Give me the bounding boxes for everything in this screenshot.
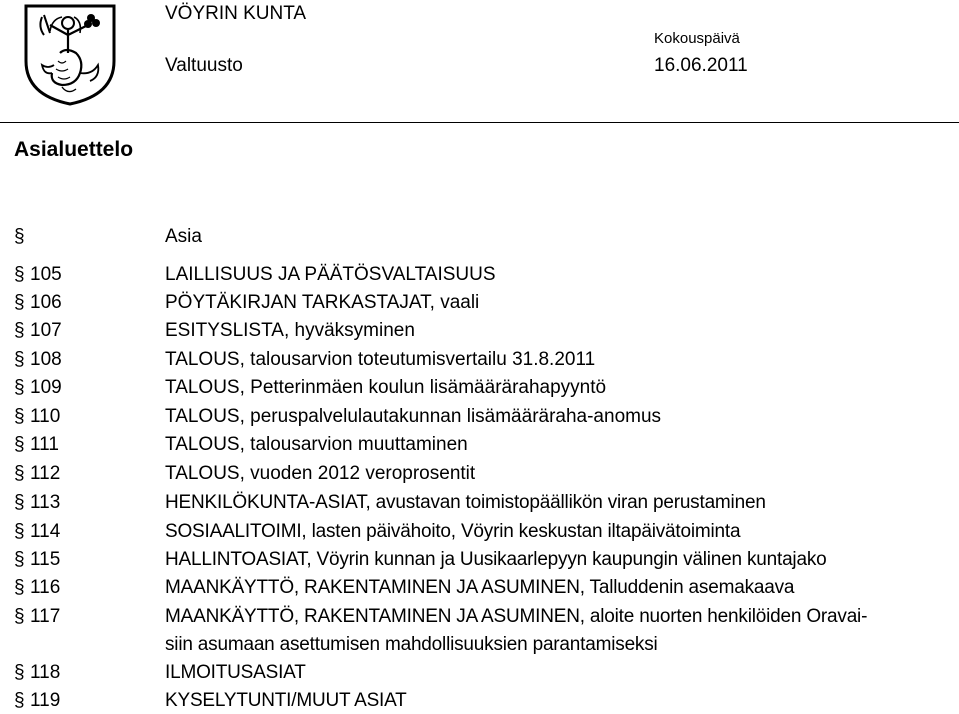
section-symbol: § bbox=[14, 463, 25, 484]
agenda-item-title-continued: siin asumaan asettumisen mahdollisuuksien parantamiseksi bbox=[165, 634, 658, 655]
agenda-item-number: 112 bbox=[30, 463, 61, 484]
agenda-item-number: 111 bbox=[30, 434, 59, 455]
agenda-item-title: LAILLISUUS JA PÄÄTÖSVALTAISUUS bbox=[165, 264, 496, 285]
agenda-item-title: SOSIAALITOIMI, lasten päivähoito, Vöyrin keskustan iltapäivätoiminta bbox=[165, 521, 741, 542]
agenda-item-title: HENKILÖKUNTA-ASIAT, avustavan toimistopäällikön viran perustaminen bbox=[165, 492, 766, 513]
agenda-item-number: 118 bbox=[30, 662, 61, 683]
meeting-date: 16.06.2011 bbox=[654, 55, 748, 76]
section-symbol: § bbox=[14, 521, 25, 542]
agenda-item-number: 119 bbox=[30, 690, 61, 711]
agenda-item-title: ESITYSLISTA, hyväksyminen bbox=[165, 320, 415, 341]
section-symbol: § bbox=[14, 320, 25, 341]
agenda-item-title: HALLINTOASIAT, Vöyrin kunnan ja Uusikaarlepyyn kaupungin välinen kuntajako bbox=[165, 549, 827, 570]
agenda-item-number: 117 bbox=[30, 606, 61, 627]
section-symbol: § bbox=[14, 349, 25, 370]
header-divider bbox=[0, 122, 959, 123]
council-name: Valtuusto bbox=[165, 55, 243, 76]
agenda-item-title: TALOUS, Petterinmäen koulun lisämäärärahapyyntö bbox=[165, 377, 607, 398]
agenda-item-number: 113 bbox=[30, 492, 61, 513]
agenda-item-number: 105 bbox=[30, 264, 62, 285]
agenda-item-number: 115 bbox=[30, 549, 61, 570]
agenda-item-number: 108 bbox=[30, 349, 62, 370]
column-header-asia: Asia bbox=[165, 226, 202, 247]
section-symbol: § bbox=[14, 226, 25, 247]
agenda-item-number: 110 bbox=[30, 406, 61, 427]
agenda-item-number: 109 bbox=[30, 377, 62, 398]
agenda-item-title: TALOUS, peruspalvelulautakunnan lisämääräraha-anomus bbox=[165, 406, 662, 427]
agenda-item-number: 107 bbox=[30, 320, 62, 341]
section-symbol: § bbox=[14, 406, 25, 427]
agenda-item-title: TALOUS, talousarvion muuttaminen bbox=[165, 434, 468, 455]
agenda-item-title: PÖYTÄKIRJAN TARKASTAJAT, vaali bbox=[165, 292, 480, 313]
section-symbol: § bbox=[14, 377, 25, 398]
section-symbol: § bbox=[14, 577, 25, 598]
agenda-item-title: TALOUS, talousarvion toteutumisvertailu 31.8.2011 bbox=[165, 349, 596, 370]
section-symbol: § bbox=[14, 690, 25, 711]
section-symbol: § bbox=[14, 292, 25, 313]
organization-name: VÖYRIN KUNTA bbox=[165, 3, 307, 24]
municipal-crest-icon bbox=[22, 3, 118, 107]
agenda-item-title: ILMOITUSASIAT bbox=[165, 662, 306, 683]
agenda-item-title: KYSELYTUNTI/MUUT ASIAT bbox=[165, 690, 407, 711]
section-symbol: § bbox=[14, 434, 25, 455]
agenda-item-title: MAANKÄYTTÖ, RAKENTAMINEN JA ASUMINEN, Talluddenin asemakaava bbox=[165, 577, 795, 598]
meeting-date-label: Kokouspäivä bbox=[654, 30, 740, 47]
page-title: Asialuettelo bbox=[14, 138, 134, 161]
agenda-item-number: 116 bbox=[30, 577, 61, 598]
agenda-item-title: TALOUS, vuoden 2012 veroprosentit bbox=[165, 463, 476, 484]
section-symbol: § bbox=[14, 549, 25, 570]
agenda-item-number: 114 bbox=[30, 521, 61, 542]
section-symbol: § bbox=[14, 662, 25, 683]
section-symbol: § bbox=[14, 264, 25, 285]
agenda-item-number: 106 bbox=[30, 292, 62, 313]
agenda-item-title: MAANKÄYTTÖ, RAKENTAMINEN JA ASUMINEN, aloite nuorten henkilöiden Oravai- bbox=[165, 606, 868, 627]
section-symbol: § bbox=[14, 606, 25, 627]
section-symbol: § bbox=[14, 492, 25, 513]
